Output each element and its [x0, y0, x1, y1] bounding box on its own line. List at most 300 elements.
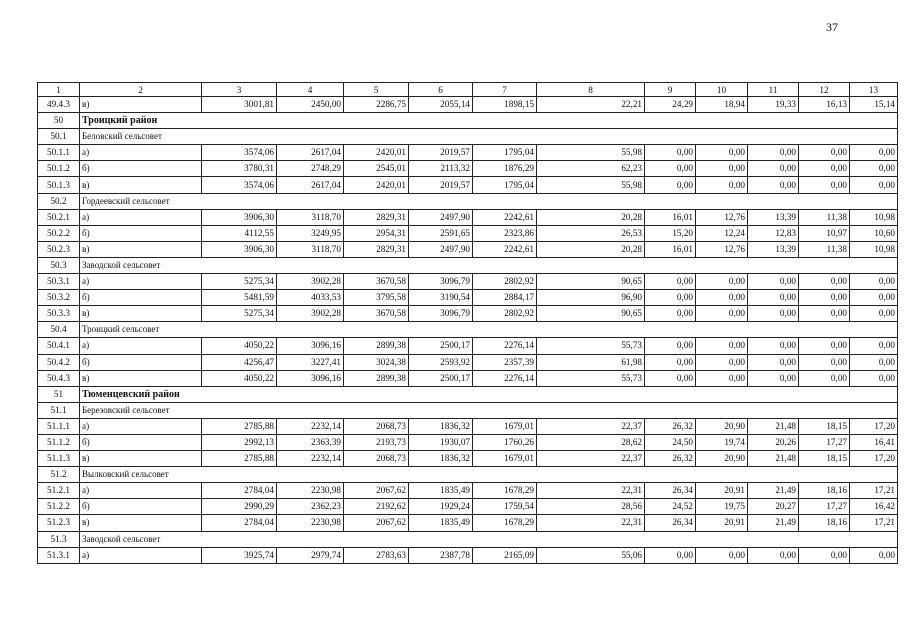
- value-cell: 2591,65: [409, 225, 473, 241]
- column-number-cell: 3: [202, 83, 277, 97]
- value-cell: 1929,24: [409, 499, 473, 515]
- variant-cell: а): [80, 209, 202, 225]
- value-cell: 2784,04: [202, 483, 277, 499]
- row-code-cell: 51.3.1: [38, 547, 80, 563]
- value-cell: 2363,39: [277, 434, 344, 450]
- value-cell: 4033,53: [277, 290, 344, 306]
- value-cell: 2019,57: [409, 177, 473, 193]
- value-cell: 26,32: [645, 451, 696, 467]
- value-cell: 5275,34: [202, 306, 277, 322]
- value-cell: 2230,98: [277, 515, 344, 531]
- value-cell: 11,38: [799, 209, 850, 225]
- value-cell: 20,28: [537, 241, 645, 257]
- value-cell: 0,00: [696, 177, 748, 193]
- value-cell: 3190,54: [409, 290, 473, 306]
- value-cell: 3925,74: [202, 547, 277, 563]
- value-cell: 18,16: [799, 483, 850, 499]
- value-cell: 17,21: [850, 515, 898, 531]
- value-cell: 62,23: [537, 161, 645, 177]
- value-cell: 2068,73: [344, 451, 409, 467]
- table-row: [38, 338, 898, 354]
- value-cell: 16,13: [799, 97, 850, 113]
- value-cell: 2232,14: [277, 451, 344, 467]
- row-code-cell: 50.2.2: [38, 225, 80, 241]
- table-row: [38, 370, 898, 386]
- value-cell: 2899,38: [344, 338, 409, 354]
- value-cell: 0,00: [850, 547, 898, 563]
- row-code-cell: 51: [38, 386, 80, 402]
- value-cell: 1760,26: [473, 434, 537, 450]
- settlement-header-row: [38, 402, 898, 418]
- value-cell: 3118,70: [277, 241, 344, 257]
- settlement-name: Березовский сельсовет: [80, 402, 898, 418]
- value-cell: 0,00: [748, 306, 799, 322]
- value-cell: 22,21: [537, 97, 645, 113]
- value-cell: 0,00: [850, 338, 898, 354]
- value-cell: 22,37: [537, 418, 645, 434]
- value-cell: 26,34: [645, 483, 696, 499]
- value-cell: 20,91: [696, 515, 748, 531]
- table-row: [38, 177, 898, 193]
- row-code-cell: 51.1.1: [38, 418, 80, 434]
- value-cell: 2193,73: [344, 434, 409, 450]
- value-cell: 17,20: [850, 418, 898, 434]
- table-row: [38, 290, 898, 306]
- value-cell: 2276,14: [473, 338, 537, 354]
- value-cell: 26,34: [645, 515, 696, 531]
- value-cell: 16,42: [850, 499, 898, 515]
- variant-cell: а): [80, 338, 202, 354]
- value-cell: 0,00: [696, 306, 748, 322]
- variant-cell: в): [80, 451, 202, 467]
- value-cell: 3096,79: [409, 306, 473, 322]
- value-cell: 18,15: [799, 418, 850, 434]
- value-cell: 3227,41: [277, 354, 344, 370]
- table-row: [38, 306, 898, 322]
- value-cell: 1679,01: [473, 418, 537, 434]
- value-cell: 0,00: [645, 161, 696, 177]
- row-code-cell: 50.4: [38, 322, 80, 338]
- value-cell: 3574,06: [202, 145, 277, 161]
- variant-cell: а): [80, 418, 202, 434]
- value-cell: 0,00: [696, 370, 748, 386]
- table-row: [38, 241, 898, 257]
- value-cell: 24,50: [645, 434, 696, 450]
- variant-cell: в): [80, 241, 202, 257]
- value-cell: 1836,32: [409, 418, 473, 434]
- column-number-cell: 8: [537, 83, 645, 97]
- column-number-row: [38, 83, 898, 97]
- value-cell: 28,62: [537, 434, 645, 450]
- value-cell: 17,27: [799, 434, 850, 450]
- table-row: [38, 209, 898, 225]
- value-cell: 5481,59: [202, 290, 277, 306]
- value-cell: 2497,90: [409, 241, 473, 257]
- settlement-name: Беловский сельсовет: [80, 129, 898, 145]
- value-cell: 1876,29: [473, 161, 537, 177]
- value-cell: 2979,74: [277, 547, 344, 563]
- value-cell: 20,91: [696, 483, 748, 499]
- value-cell: 2067,62: [344, 483, 409, 499]
- value-cell: 3096,79: [409, 274, 473, 290]
- value-cell: 2884,17: [473, 290, 537, 306]
- value-cell: 90,65: [537, 274, 645, 290]
- row-code-cell: 50.4.3: [38, 370, 80, 386]
- value-cell: 2276,14: [473, 370, 537, 386]
- value-cell: 24,29: [645, 97, 696, 113]
- value-cell: 55,73: [537, 338, 645, 354]
- value-cell: 0,00: [799, 338, 850, 354]
- value-cell: 20,90: [696, 451, 748, 467]
- settlement-header-row: [38, 193, 898, 209]
- row-code-cell: 50.3.3: [38, 306, 80, 322]
- value-cell: 0,00: [645, 354, 696, 370]
- value-cell: 3670,58: [344, 306, 409, 322]
- value-cell: 0,00: [696, 145, 748, 161]
- value-cell: 0,00: [799, 370, 850, 386]
- row-code-cell: 51.2.3: [38, 515, 80, 531]
- district-name: Тюменцевский район: [80, 386, 898, 402]
- row-code-cell: 50.3: [38, 257, 80, 273]
- column-number-cell: 10: [696, 83, 748, 97]
- value-cell: 2617,04: [277, 145, 344, 161]
- table-row: [38, 225, 898, 241]
- value-cell: 16,41: [850, 434, 898, 450]
- row-code-cell: 50.4.2: [38, 354, 80, 370]
- value-cell: 3001,81: [202, 97, 277, 113]
- variant-cell: б): [80, 434, 202, 450]
- value-cell: 2785,88: [202, 451, 277, 467]
- table-row: [38, 483, 898, 499]
- variant-cell: а): [80, 547, 202, 563]
- value-cell: 1835,49: [409, 483, 473, 499]
- value-cell: 0,00: [645, 177, 696, 193]
- value-cell: 12,76: [696, 209, 748, 225]
- value-cell: 3249,95: [277, 225, 344, 241]
- value-cell: 0,00: [696, 161, 748, 177]
- value-cell: 17,20: [850, 451, 898, 467]
- value-cell: 2783,63: [344, 547, 409, 563]
- row-code-cell: 50.1.3: [38, 177, 80, 193]
- value-cell: 18,94: [696, 97, 748, 113]
- row-code-cell: 51.1.2: [38, 434, 80, 450]
- value-cell: 22,37: [537, 451, 645, 467]
- value-cell: 26,53: [537, 225, 645, 241]
- variant-cell: а): [80, 274, 202, 290]
- value-cell: 0,00: [645, 145, 696, 161]
- variant-cell: в): [80, 177, 202, 193]
- value-cell: 20,27: [748, 499, 799, 515]
- value-cell: 0,00: [748, 145, 799, 161]
- row-code-cell: 51.2.1: [38, 483, 80, 499]
- value-cell: 2992,13: [202, 434, 277, 450]
- value-cell: 0,00: [645, 338, 696, 354]
- value-cell: 96,90: [537, 290, 645, 306]
- table-row: [38, 145, 898, 161]
- district-name: Троицкий район: [80, 113, 898, 129]
- row-code-cell: 50: [38, 113, 80, 129]
- value-cell: 2192,62: [344, 499, 409, 515]
- variant-cell: б): [80, 161, 202, 177]
- value-cell: 1759,54: [473, 499, 537, 515]
- variant-cell: в): [80, 97, 202, 113]
- value-cell: 17,21: [850, 483, 898, 499]
- column-number-cell: 12: [799, 83, 850, 97]
- value-cell: 20,26: [748, 434, 799, 450]
- column-number-cell: 11: [748, 83, 799, 97]
- table-row: [38, 418, 898, 434]
- value-cell: 26,32: [645, 418, 696, 434]
- value-cell: 19,33: [748, 97, 799, 113]
- value-cell: 2497,90: [409, 209, 473, 225]
- value-cell: 2019,57: [409, 145, 473, 161]
- value-cell: 18,15: [799, 451, 850, 467]
- value-cell: 2232,14: [277, 418, 344, 434]
- variant-cell: б): [80, 354, 202, 370]
- value-cell: 3780,31: [202, 161, 277, 177]
- value-cell: 0,00: [850, 354, 898, 370]
- value-cell: 0,00: [799, 354, 850, 370]
- value-cell: 3574,06: [202, 177, 277, 193]
- column-number-cell: 5: [344, 83, 409, 97]
- value-cell: 2500,17: [409, 370, 473, 386]
- value-cell: 0,00: [799, 290, 850, 306]
- row-code-cell: 50.1.1: [38, 145, 80, 161]
- table-row: [38, 354, 898, 370]
- value-cell: 22,31: [537, 483, 645, 499]
- value-cell: 2899,38: [344, 370, 409, 386]
- value-cell: 0,00: [799, 306, 850, 322]
- value-cell: 0,00: [696, 290, 748, 306]
- value-cell: 12,83: [748, 225, 799, 241]
- value-cell: 0,00: [850, 177, 898, 193]
- column-number-cell: 7: [473, 83, 537, 97]
- row-code-cell: 51.2: [38, 467, 80, 483]
- row-code-cell: 51.2.2: [38, 499, 80, 515]
- value-cell: 2362,23: [277, 499, 344, 515]
- value-cell: 1795,04: [473, 145, 537, 161]
- value-cell: 0,00: [748, 161, 799, 177]
- row-code-cell: 50.3.1: [38, 274, 80, 290]
- value-cell: 21,48: [748, 418, 799, 434]
- table-row: [38, 97, 898, 113]
- value-cell: 0,00: [645, 274, 696, 290]
- value-cell: 2954,31: [344, 225, 409, 241]
- value-cell: 0,00: [799, 547, 850, 563]
- value-cell: 2420,01: [344, 145, 409, 161]
- value-cell: 2990,29: [202, 499, 277, 515]
- value-cell: 0,00: [696, 354, 748, 370]
- variant-cell: а): [80, 483, 202, 499]
- value-cell: 2785,88: [202, 418, 277, 434]
- variant-cell: б): [80, 290, 202, 306]
- value-cell: 1898,15: [473, 97, 537, 113]
- value-cell: 0,00: [748, 370, 799, 386]
- value-cell: 3024,38: [344, 354, 409, 370]
- value-cell: 21,49: [748, 515, 799, 531]
- value-cell: 2802,92: [473, 306, 537, 322]
- variant-cell: а): [80, 145, 202, 161]
- settlement-name: Троицкий сельсовет: [80, 322, 898, 338]
- variant-cell: б): [80, 499, 202, 515]
- row-code-cell: 50.3.2: [38, 290, 80, 306]
- value-cell: 0,00: [850, 274, 898, 290]
- value-cell: 3096,16: [277, 370, 344, 386]
- value-cell: 0,00: [850, 145, 898, 161]
- value-cell: 3902,28: [277, 274, 344, 290]
- value-cell: 13,39: [748, 241, 799, 257]
- value-cell: 55,98: [537, 177, 645, 193]
- value-cell: 1678,29: [473, 483, 537, 499]
- value-cell: 4256,47: [202, 354, 277, 370]
- column-number-cell: 1: [38, 83, 80, 97]
- value-cell: 4050,22: [202, 338, 277, 354]
- value-cell: 2545,01: [344, 161, 409, 177]
- value-cell: 3096,16: [277, 338, 344, 354]
- value-cell: 0,00: [645, 547, 696, 563]
- row-code-cell: 51.1: [38, 402, 80, 418]
- value-cell: 2230,98: [277, 483, 344, 499]
- value-cell: 0,00: [799, 161, 850, 177]
- table-row: [38, 274, 898, 290]
- value-cell: 0,00: [696, 338, 748, 354]
- value-cell: 21,48: [748, 451, 799, 467]
- value-cell: 18,16: [799, 515, 850, 531]
- value-cell: 2055,14: [409, 97, 473, 113]
- value-cell: 13,39: [748, 209, 799, 225]
- value-cell: 22,31: [537, 515, 645, 531]
- value-cell: 0,00: [850, 370, 898, 386]
- value-cell: 3118,70: [277, 209, 344, 225]
- value-cell: 2323,86: [473, 225, 537, 241]
- value-cell: 0,00: [850, 306, 898, 322]
- table-row: [38, 547, 898, 563]
- value-cell: 15,14: [850, 97, 898, 113]
- value-cell: 24,52: [645, 499, 696, 515]
- value-cell: 4050,22: [202, 370, 277, 386]
- value-cell: 12,24: [696, 225, 748, 241]
- settlement-name: Гордеевский сельсовет: [80, 193, 898, 209]
- value-cell: 0,00: [696, 547, 748, 563]
- value-cell: 2113,32: [409, 161, 473, 177]
- column-number-cell: 13: [850, 83, 898, 97]
- value-cell: 1836,32: [409, 451, 473, 467]
- value-cell: 1679,01: [473, 451, 537, 467]
- value-cell: 0,00: [799, 177, 850, 193]
- settlement-header-row: [38, 129, 898, 145]
- value-cell: 2802,92: [473, 274, 537, 290]
- value-cell: 12,76: [696, 241, 748, 257]
- value-cell: 0,00: [748, 274, 799, 290]
- value-cell: 0,00: [696, 274, 748, 290]
- column-number-cell: 2: [80, 83, 202, 97]
- page-number: 37: [826, 20, 838, 34]
- row-code-cell: 50.1.2: [38, 161, 80, 177]
- settlement-name: Заводской сельсовет: [80, 531, 898, 547]
- value-cell: 10,60: [850, 225, 898, 241]
- value-cell: 20,28: [537, 209, 645, 225]
- value-cell: 2242,61: [473, 241, 537, 257]
- value-cell: 0,00: [748, 354, 799, 370]
- value-cell: 55,06: [537, 547, 645, 563]
- value-cell: 55,98: [537, 145, 645, 161]
- value-cell: 0,00: [799, 145, 850, 161]
- row-code-cell: 50.1: [38, 129, 80, 145]
- settlement-header-row: [38, 257, 898, 273]
- value-cell: 10,97: [799, 225, 850, 241]
- value-cell: 1678,29: [473, 515, 537, 531]
- variant-cell: б): [80, 225, 202, 241]
- row-code-cell: 49.4.3: [38, 97, 80, 113]
- value-cell: 21,49: [748, 483, 799, 499]
- column-number-cell: 9: [645, 83, 696, 97]
- value-cell: 1835,49: [409, 515, 473, 531]
- value-cell: 2286,75: [344, 97, 409, 113]
- table-row: [38, 515, 898, 531]
- value-cell: 16,01: [645, 241, 696, 257]
- settlement-header-row: [38, 531, 898, 547]
- value-cell: 0,00: [799, 274, 850, 290]
- value-cell: 2420,01: [344, 177, 409, 193]
- settlement-name: Вылковский сельсовет: [80, 467, 898, 483]
- value-cell: 15,20: [645, 225, 696, 241]
- row-code-cell: 50.2.3: [38, 241, 80, 257]
- value-cell: 11,38: [799, 241, 850, 257]
- value-cell: 2387,78: [409, 547, 473, 563]
- value-cell: 5275,34: [202, 274, 277, 290]
- row-code-cell: 51.3: [38, 531, 80, 547]
- value-cell: 2450,00: [277, 97, 344, 113]
- tariff-table: [37, 82, 898, 564]
- value-cell: 2748,29: [277, 161, 344, 177]
- value-cell: 0,00: [850, 290, 898, 306]
- value-cell: 10,98: [850, 241, 898, 257]
- variant-cell: в): [80, 306, 202, 322]
- value-cell: 55,73: [537, 370, 645, 386]
- value-cell: 90,65: [537, 306, 645, 322]
- value-cell: 3795,58: [344, 290, 409, 306]
- variant-cell: в): [80, 370, 202, 386]
- table-row: [38, 434, 898, 450]
- value-cell: 2357,39: [473, 354, 537, 370]
- value-cell: 2067,62: [344, 515, 409, 531]
- value-cell: 0,00: [748, 290, 799, 306]
- value-cell: 0,00: [850, 161, 898, 177]
- value-cell: 3906,30: [202, 241, 277, 257]
- table-body: [38, 83, 898, 564]
- value-cell: 4112,55: [202, 225, 277, 241]
- district-header-row: [38, 386, 898, 402]
- value-cell: 61,98: [537, 354, 645, 370]
- row-code-cell: 51.1.3: [38, 451, 80, 467]
- value-cell: 2617,04: [277, 177, 344, 193]
- settlement-header-row: [38, 322, 898, 338]
- value-cell: 3902,28: [277, 306, 344, 322]
- value-cell: 28,56: [537, 499, 645, 515]
- variant-cell: в): [80, 515, 202, 531]
- value-cell: 0,00: [645, 306, 696, 322]
- value-cell: 16,01: [645, 209, 696, 225]
- value-cell: 19,74: [696, 434, 748, 450]
- value-cell: 20,90: [696, 418, 748, 434]
- value-cell: 0,00: [748, 177, 799, 193]
- row-code-cell: 50.4.1: [38, 338, 80, 354]
- row-code-cell: 50.2: [38, 193, 80, 209]
- column-number-cell: 6: [409, 83, 473, 97]
- value-cell: 17,27: [799, 499, 850, 515]
- value-cell: 2068,73: [344, 418, 409, 434]
- value-cell: 10,98: [850, 209, 898, 225]
